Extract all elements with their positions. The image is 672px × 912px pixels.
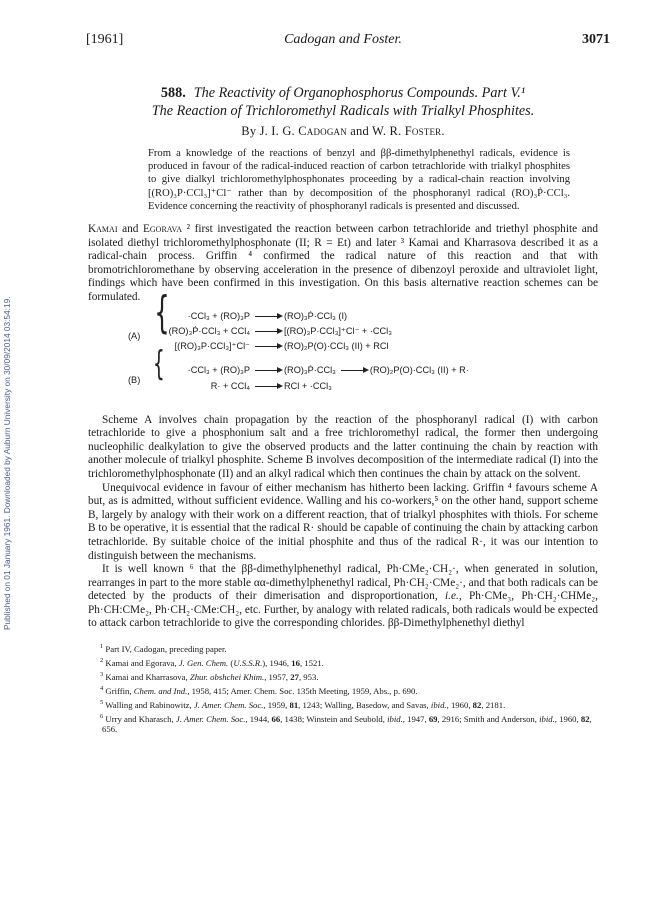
header-page-number: 3071 (582, 32, 610, 47)
footnote-text: Griffin, (105, 685, 134, 696)
download-watermark (2, 150, 16, 630)
abstract: From a knowledge of the reactions of benzyl and ββ-dimethylphenethyl radicals, evidence is produced in favour of the radical-induced reaction of carbon tetrachloride with trialkyl phosphites to give dialkyl trichloromethylphosphonates proceeding by a radical-chain reaction involving [(RO)₃P·CCl₃]⁺Cl⁻ rather than by decomposition of the phosphoranyl radical (RO)₃Ṗ·CCl₃. Evidence concerning the reactivity of phosphoranyl radicals is presented and discussed. (148, 148, 570, 212)
footnote-text: ), 1946, (262, 657, 292, 668)
journal-name: ibid. (387, 713, 403, 724)
scheme-b-brace: { (152, 343, 165, 384)
para4-text-1: It is well known ⁶ that the ββ-dimethylphenethyl radical, Ph·CMe₂·CH₂·, when generated in solution, rearranges in part to the more stable αα-dimethylphenethyl radical, Ph·CH₂·CMe₂·, and that both radicals can be detected by the products of their dimerisation and disproportionation, (88, 563, 598, 603)
journal-name: J. Amer. Chem. Soc. (193, 699, 264, 710)
footnote-text: ( (228, 657, 234, 668)
scheme-a-row-3 (158, 340, 389, 354)
scheme-a-row-2 (158, 325, 392, 339)
reactants: (RO)₃Ṗ·CCl₃ + CCl₄ (168, 325, 250, 336)
footnote-text: , 953. (298, 671, 319, 682)
scheme-b-row-2 (158, 380, 332, 394)
volume: 16 (291, 657, 300, 668)
scheme-a-brace: { (154, 286, 170, 338)
footnote-text: Urry and Kharasch, (105, 713, 176, 724)
paragraph-4 (88, 563, 598, 631)
footnote-mark: 1 (100, 643, 104, 651)
footnote-text: , 656. (102, 713, 592, 735)
byline (88, 124, 598, 139)
scheme-a-row-1 (158, 310, 347, 324)
running-header (86, 32, 610, 54)
footnotes (88, 641, 598, 735)
footnote-text: , 1947, (402, 713, 429, 724)
volume: 82 (580, 713, 590, 724)
article-number: 588. (160, 85, 186, 101)
byline-author-1: Cadogan (298, 124, 347, 138)
reaction-schemes (88, 286, 598, 408)
scheme-b-row-1 (158, 364, 469, 378)
header-year: [1961] (86, 32, 124, 47)
paragraph-2: Scheme A involves chain propagation by the reaction of the phosphoranyl radical (I) with carbon tetrachloride to give a phosphonium salt and a free trichloromethyl radical, the former then undergoing nucleophilic dealkylation to give the observed products and the latter continuing the chain by reaction with another molecule of trialkyl phosphite. Scheme B involves decomposition of the intermediate radical (I) into the trichloromethylphosphonate (II) and an alkyl radical which then continues the chain by attack on the solvent. (88, 413, 598, 480)
author-name-egorava: Egorava (142, 223, 183, 236)
header-authors: Cadogan and Foster. (284, 32, 402, 47)
products: (RO)₃Ṗ·CCl₃ (I) (284, 310, 348, 321)
para4-text-2: , Ph·CMe₃, Ph·CH₂·CHMe₂, Ph·CH:CMe₂, Ph·CH₂·CMe:CH₂, etc. Further, by analogy with related radicals, both radicals would be expected to attack carbon tetrachloride to give the corresponding chlorides. ββ-Dimethylphenethyl diethyl (88, 590, 598, 630)
reactants: ·CCl₃ + (RO)₃P (187, 364, 250, 375)
journal-name: U.S.S.R. (233, 657, 263, 668)
article-title (88, 84, 598, 120)
journal-name: J. Gen. Chem. (178, 657, 229, 668)
para4-ie: i.e. (445, 590, 459, 603)
footnote-text: Kamai and Kharrasova, (105, 671, 190, 682)
journal-name: J. Amer. Chem. Soc. (175, 713, 246, 724)
reactants: [(RO)₃P·CCl₃]⁺Cl⁻ (174, 340, 250, 351)
para1-join: and (117, 223, 143, 236)
footnote-mark: 6 (100, 712, 104, 720)
footnote-text: Part IV, Cadogan, preceding paper. (105, 643, 227, 654)
footnote-text: Walling and Rabinowitz, (105, 699, 194, 710)
byline-author-2: Foster. (404, 124, 445, 138)
footnote-3 (88, 669, 598, 683)
products: RCl + ·CCl₃ (284, 380, 332, 391)
products: (RO)₂P(O)·CCl₃ (II) + RCl (284, 340, 389, 351)
footnote-text: , 2916; Smith and Anderson, (437, 713, 540, 724)
reactants: ·CCl₃ + (RO)₃P (187, 310, 250, 321)
footnote-text: Kamai and Egorava, (105, 657, 179, 668)
journal-name: ibid. (430, 699, 447, 710)
footnote-mark: 5 (100, 698, 104, 706)
intermediate: (RO)₃Ṗ·CCl₃ (284, 364, 336, 375)
article-body (88, 223, 598, 631)
para1-text: ² first investigated the reaction between carbon tetrachloride and triethyl phosphite and isolated diethyl trichloromethylphosphonate (II; R = Et) and later ³ Kamai and Kharrasova described it as a radical-chain process. Griffin ⁴ confirmed the radical nature of this reaction and that with bromotrichloromethane by observing acceleration in the presence of dibenzoyl peroxide and ultraviolet light, findings which have been confirmed in this investigation. On this basis alternative reaction schemes can be formulated. (88, 223, 598, 303)
journal-page (86, 32, 610, 735)
footnote-text: , 1960, (554, 713, 581, 724)
title-line-1: The Reactivity of Organophosphorus Compounds. Part V.¹ (193, 85, 526, 101)
footnote-text: , 1438; Winstein and Seubold, (280, 713, 388, 724)
footnote-5 (88, 697, 598, 711)
footnote-text: , 1958, 415; Amer. Chem. Soc. 135th Meeting, 1959, Abs., p. 690. (187, 685, 418, 696)
reactants: R· + CCl₄ (210, 380, 250, 391)
arrow-icon (250, 380, 284, 394)
journal-name: ibid. (539, 713, 555, 724)
footnote-text: , 1243; Walling, Basedow, and Savas, (298, 699, 431, 710)
journal-name: Zhur. obshchei Khim. (189, 671, 265, 682)
author-name-kamai: Kamai (88, 223, 118, 236)
footnote-mark: 4 (100, 684, 104, 692)
journal-name: Chem. and Ind. (133, 685, 188, 696)
footnote-text: , 1944, (245, 713, 272, 724)
footnote-mark: 2 (100, 656, 104, 664)
footnote-6 (88, 711, 598, 736)
footnote-text: , 1957, (264, 671, 291, 682)
products: (RO)₂P(O)·CCl₃ (II) + R· (369, 364, 469, 375)
scheme-a-label: (A) (128, 330, 141, 341)
footnote-text: , 1959, (263, 699, 290, 710)
volume: 66 (271, 713, 281, 724)
byline-and: and W. R. (350, 124, 402, 138)
arrow-icon (250, 340, 284, 354)
footnote-2 (88, 655, 598, 669)
volume: 81 (289, 699, 299, 710)
volume: 27 (290, 671, 299, 682)
download-notice: Published on 01 January 1961. Downloaded by Auburn University on 30/09/2014 03:54:19. (2, 296, 12, 630)
products: [(RO)₃P·CCl₃]⁺Cl⁻ + ·CCl₃ (284, 325, 392, 336)
footnote-4 (88, 683, 598, 697)
volume: 69 (428, 713, 438, 724)
footnote-text: , 2181. (481, 699, 506, 710)
volume: 82 (472, 699, 482, 710)
arrow-icon (336, 364, 370, 378)
arrow-icon (250, 325, 284, 339)
scheme-b-label: (B) (128, 374, 141, 385)
arrow-icon (250, 310, 284, 324)
paragraph-3: Unequivocal evidence in favour of either mechanism has hitherto been lacking. Griffin ⁴ favours scheme A but, as is admitted, without sufficient evidence. Walling and his co-workers,⁵ on the other hand, support scheme B, largely by analogy with their work on a different reaction, that of trialkyl phosphites with thiols. For scheme B to be operative, it is essential that the radical R· should be capable of continuing the chain by attacking carbon tetrachloride. By suitable choice of the initial phosphite and thus of the radical R·, it was our intention to distinguish between the mechanisms. (88, 481, 598, 562)
footnote-mark: 3 (100, 670, 104, 678)
footnote-text: , 1521. (299, 657, 324, 668)
title-line-2: The Reaction of Trichloromethyl Radicals with Trialkyl Phosphites. (151, 103, 535, 119)
arrow-icon (250, 364, 284, 378)
footnote-text: , 1960, (446, 699, 473, 710)
byline-by: By J. I. G. (241, 124, 295, 138)
footnote-1 (88, 641, 598, 655)
